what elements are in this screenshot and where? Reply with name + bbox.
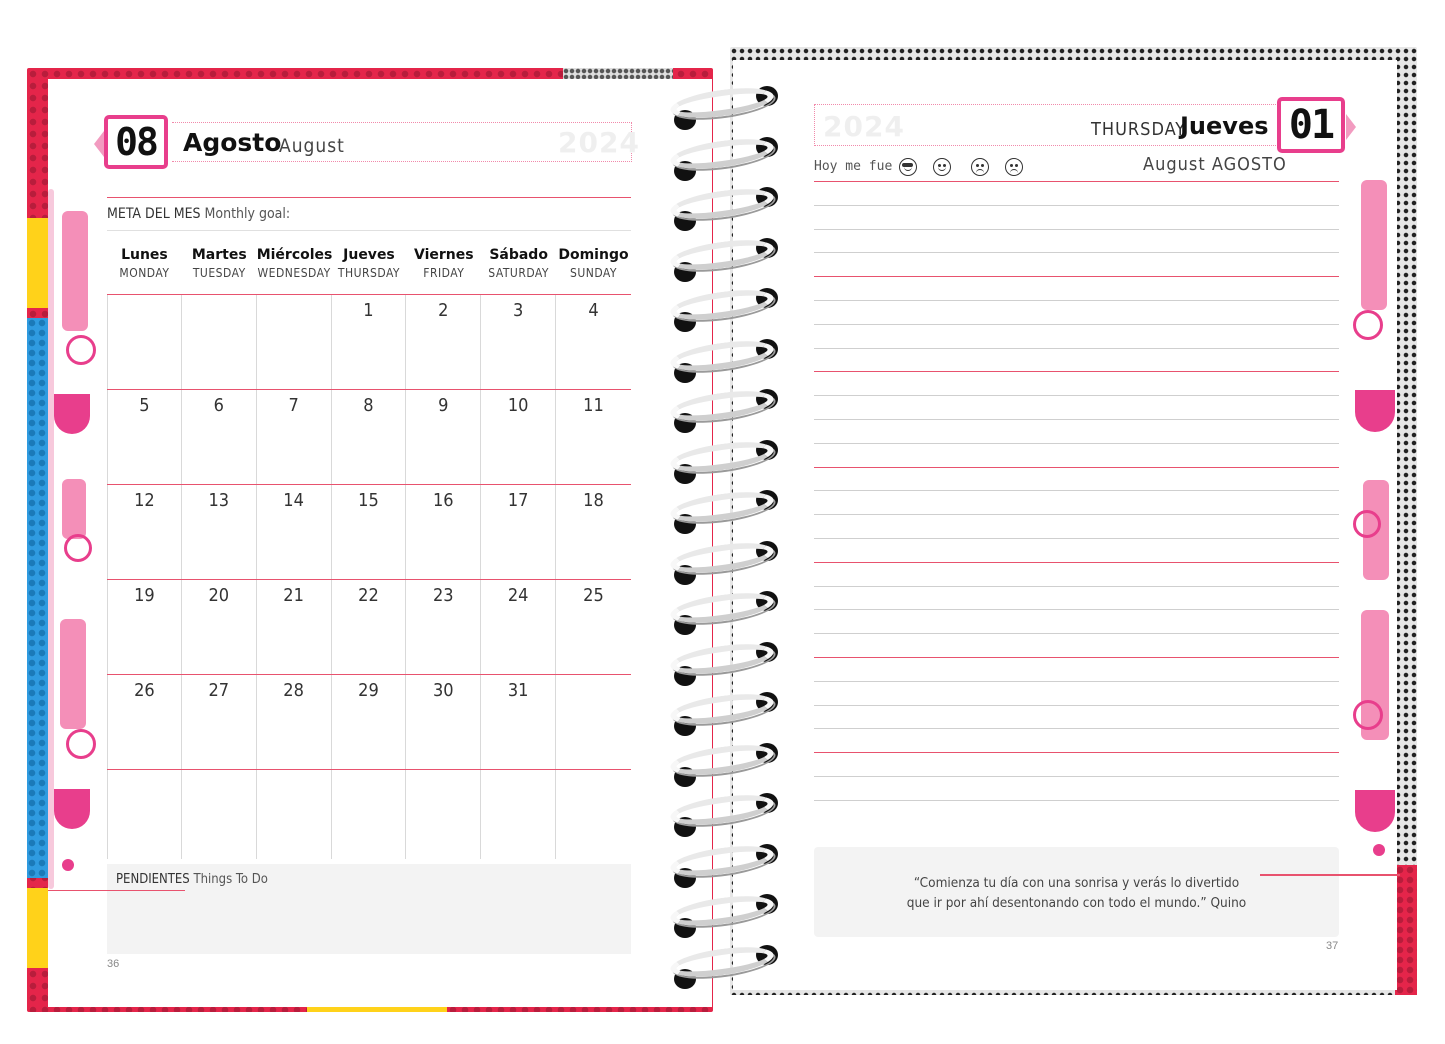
month-label: August AGOSTO xyxy=(1143,154,1287,175)
weekday-es: Jueves xyxy=(343,247,395,263)
day-number: 23 xyxy=(432,585,454,606)
quote-line-1: “Comienza tu día con una sonrisa y verás lo divertido xyxy=(913,875,1240,891)
day-number: 16 xyxy=(432,490,454,511)
calendar-day[interactable] xyxy=(481,770,556,859)
calendar-week xyxy=(107,389,631,484)
day-number: 8 xyxy=(363,395,374,416)
goal-label-en: Monthly goal: xyxy=(204,206,291,222)
calendar-day[interactable] xyxy=(107,580,182,674)
month-name-es: Agosto xyxy=(183,128,282,157)
day-number: 22 xyxy=(358,585,379,606)
calendar-day[interactable] xyxy=(257,295,332,389)
writing-line xyxy=(814,324,1339,325)
calendar-week xyxy=(107,579,631,674)
page-number: 37 xyxy=(1326,940,1339,952)
writing-line xyxy=(814,371,1339,372)
weekday-es: Sábado xyxy=(489,247,548,263)
day-number: 1 xyxy=(363,300,374,321)
calendar-day[interactable] xyxy=(182,390,257,484)
calendar-day[interactable] xyxy=(332,580,407,674)
calendar-day[interactable] xyxy=(182,675,257,769)
calendar-day[interactable] xyxy=(332,390,407,484)
calendar-day[interactable] xyxy=(481,295,556,389)
day-number-tab: 01 xyxy=(1277,97,1345,153)
weekday-en: WEDNESDAY xyxy=(257,266,331,280)
writing-line xyxy=(814,395,1339,396)
weekday-sat xyxy=(481,241,556,293)
writing-line xyxy=(814,467,1339,468)
day-name-es: Jueves xyxy=(1180,112,1269,140)
day-number: 12 xyxy=(134,490,155,511)
year-watermark: 2024 xyxy=(823,110,905,143)
calendar-day[interactable] xyxy=(481,675,556,769)
year-watermark: 2024 xyxy=(558,126,640,159)
month-calendar xyxy=(107,241,631,701)
writing-line xyxy=(814,443,1339,444)
calendar-day[interactable] xyxy=(107,770,182,859)
month-number-tab: 08 xyxy=(104,115,168,169)
writing-line xyxy=(814,752,1339,753)
month-name-en: August xyxy=(279,135,345,157)
writing-line xyxy=(814,490,1339,491)
calendar-day[interactable] xyxy=(406,675,481,769)
day-number: 15 xyxy=(358,490,379,511)
cover-red-corner xyxy=(1395,865,1417,995)
calendar-day[interactable] xyxy=(481,580,556,674)
calendar-day[interactable] xyxy=(182,485,257,579)
sad-face-icon[interactable] xyxy=(971,158,989,176)
day-number: 24 xyxy=(507,585,529,606)
cool-face-icon[interactable] xyxy=(899,158,917,176)
day-number: 17 xyxy=(507,490,529,511)
divider xyxy=(107,230,631,231)
weekday-wed xyxy=(257,241,332,293)
writing-line xyxy=(814,776,1339,777)
calendar-day[interactable] xyxy=(182,580,257,674)
calendar-week xyxy=(107,674,631,769)
writing-line xyxy=(814,609,1339,610)
calendar-day[interactable] xyxy=(332,770,407,859)
calendar-day[interactable] xyxy=(182,295,257,389)
day-number: 4 xyxy=(588,300,599,321)
weekday-header xyxy=(107,241,631,293)
calendar-day[interactable] xyxy=(257,770,332,859)
monthly-calendar-page xyxy=(48,79,712,1007)
weekday-es: Lunes xyxy=(121,247,168,263)
todo-underline xyxy=(48,890,185,891)
day-number: 14 xyxy=(283,490,304,511)
day-number: 13 xyxy=(208,490,230,511)
weekday-en: MONDAY xyxy=(119,266,170,280)
writing-line xyxy=(814,728,1339,729)
weekday-es: Miércoles xyxy=(256,247,333,263)
calendar-week xyxy=(107,484,631,579)
weekday-es: Domingo xyxy=(558,247,629,263)
weekday-en: THURSDAY xyxy=(337,266,401,280)
writing-line xyxy=(814,633,1339,634)
divider xyxy=(107,197,631,198)
weekday-en: FRIDAY xyxy=(423,266,465,280)
todo-label-es: PENDIENTES xyxy=(116,872,190,887)
calendar-day[interactable] xyxy=(107,675,182,769)
angry-face-icon[interactable] xyxy=(1005,158,1023,176)
happy-face-icon[interactable] xyxy=(933,158,951,176)
weekday-en: SATURDAY xyxy=(488,266,549,280)
todo-label xyxy=(116,872,268,887)
writing-line xyxy=(814,252,1339,253)
weekday-sun xyxy=(556,241,631,293)
calendar-day[interactable] xyxy=(481,485,556,579)
calendar-day[interactable] xyxy=(406,390,481,484)
day-number: 27 xyxy=(208,680,230,701)
day-number: 10 xyxy=(507,395,529,416)
day-number: 20 xyxy=(208,585,230,606)
weekday-en: TUESDAY xyxy=(192,266,246,280)
calendar-day[interactable] xyxy=(107,295,182,389)
calendar-grid xyxy=(107,294,631,859)
calendar-day[interactable] xyxy=(406,770,481,859)
day-number: 9 xyxy=(438,395,449,416)
calendar-day[interactable] xyxy=(107,485,182,579)
day-number: 7 xyxy=(288,395,299,416)
quote-text xyxy=(814,873,1339,913)
day-number: 28 xyxy=(283,680,304,701)
day-number: 3 xyxy=(512,300,524,321)
day-number: 2 xyxy=(438,300,449,321)
writing-line xyxy=(814,229,1339,230)
calendar-day[interactable] xyxy=(406,295,481,389)
day-number: 25 xyxy=(583,585,604,606)
day-number: 6 xyxy=(213,395,224,416)
weekday-en: SUNDAY xyxy=(569,266,617,280)
calendar-day[interactable] xyxy=(481,390,556,484)
calendar-day[interactable] xyxy=(257,485,332,579)
writing-line xyxy=(814,705,1339,706)
page-number: 36 xyxy=(107,958,120,970)
writing-line xyxy=(814,348,1339,349)
left-page-decoration xyxy=(48,189,98,889)
calendar-day[interactable] xyxy=(556,295,631,389)
calendar-day[interactable] xyxy=(257,580,332,674)
writing-line xyxy=(814,657,1339,658)
calendar-day[interactable] xyxy=(556,390,631,484)
mood-label: Hoy me fue xyxy=(814,159,893,174)
calendar-day[interactable] xyxy=(556,770,631,859)
writing-line xyxy=(814,681,1339,682)
calendar-day[interactable] xyxy=(556,580,631,674)
day-number: 21 xyxy=(283,585,304,606)
quote-underline xyxy=(1260,874,1400,876)
calendar-day[interactable] xyxy=(406,485,481,579)
day-number: 29 xyxy=(358,680,379,701)
calendar-week xyxy=(107,294,631,389)
right-page-decoration xyxy=(1351,180,1401,880)
day-number: 30 xyxy=(432,680,454,701)
calendar-day[interactable] xyxy=(257,390,332,484)
day-number: 5 xyxy=(139,395,150,416)
writing-line xyxy=(814,276,1339,277)
writing-line xyxy=(814,205,1339,206)
weekday-fri xyxy=(406,241,481,293)
calendar-day[interactable] xyxy=(257,675,332,769)
day-number: 18 xyxy=(583,490,604,511)
todo-label-en: Things To Do xyxy=(193,872,268,887)
calendar-day[interactable] xyxy=(332,675,407,769)
monthly-goal-label xyxy=(107,206,290,222)
cover-yellow-panel xyxy=(27,218,49,308)
writing-line xyxy=(814,514,1339,515)
day-number: 31 xyxy=(507,680,529,701)
goal-label-es: META DEL MES xyxy=(107,206,201,222)
weekday-thu xyxy=(332,241,407,293)
calendar-day[interactable] xyxy=(182,770,257,859)
calendar-day[interactable] xyxy=(556,675,631,769)
day-number: 19 xyxy=(134,585,155,606)
writing-line xyxy=(814,181,1339,182)
writing-line xyxy=(814,562,1339,563)
writing-line xyxy=(814,419,1339,420)
weekday-es: Martes xyxy=(191,247,247,263)
day-name-en: THURSDAY xyxy=(1091,119,1187,140)
day-number: 26 xyxy=(134,680,155,701)
writing-line xyxy=(814,586,1339,587)
writing-line xyxy=(814,300,1339,301)
calendar-week xyxy=(107,769,631,859)
writing-line xyxy=(814,538,1339,539)
daily-page xyxy=(733,60,1397,990)
weekday-mon xyxy=(107,241,182,293)
calendar-day[interactable] xyxy=(556,485,631,579)
weekday-es: Viernes xyxy=(414,247,474,263)
calendar-day[interactable] xyxy=(107,390,182,484)
day-number: 11 xyxy=(583,395,604,416)
calendar-day[interactable] xyxy=(332,295,407,389)
calendar-day[interactable] xyxy=(332,485,407,579)
weekday-tue xyxy=(182,241,257,293)
calendar-day[interactable] xyxy=(406,580,481,674)
writing-line xyxy=(814,800,1339,801)
quote-line-2: que ir por ahí desentonando con todo el mundo.” Quino xyxy=(906,895,1247,911)
